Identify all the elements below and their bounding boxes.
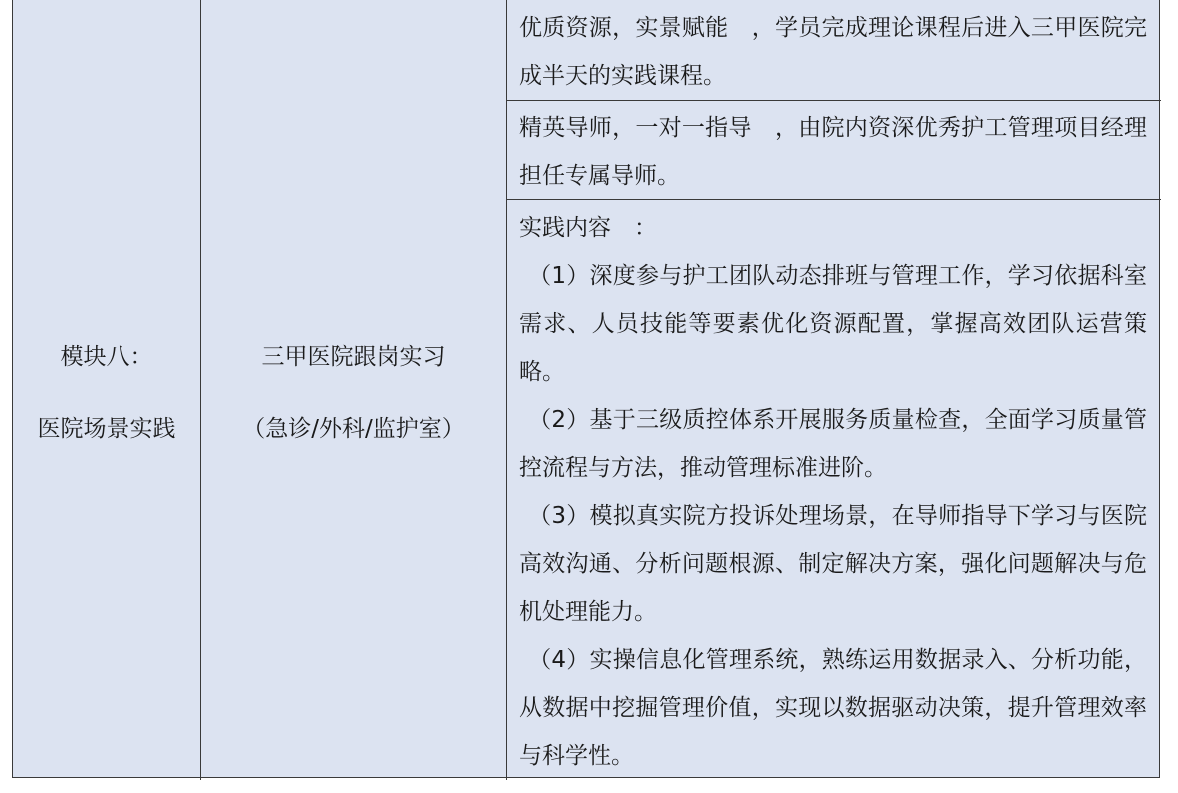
- mentor-description: 精英导师，一对一指导 ，由院内资深优秀护工管理项目经理担任专属导师。: [507, 101, 1161, 200]
- practice-item: （1）深度参与护工团队动态排班与管理工作，学习依据科室需求、人员技能等要素优化资源配置，掌握高效团队运营策略。: [519, 263, 1147, 385]
- module-number: 模块八：: [60, 343, 153, 370]
- description-column: [507, 0, 1161, 780]
- practice-item: （2）基于三级质控体系开展服务质量检查，全面学习质量管控流程与方法，推动管理标准进阶。: [519, 407, 1147, 481]
- course-departments: （急诊/外科/监护室）: [242, 415, 465, 442]
- module-title: 医院场景实践: [37, 415, 176, 442]
- course-cell: [201, 0, 507, 780]
- practice-title: 实践内容 ：: [519, 215, 657, 241]
- practice-content: [507, 200, 1161, 780]
- curriculum-table: [12, 0, 1160, 778]
- practice-item: （4）实操信息化管理系统，熟练运用数据录入、分析功能，从数据中挖掘管理价值，实现以数据驱动决策，提升管理效率与科学性。: [519, 647, 1147, 769]
- module-cell: [13, 0, 201, 780]
- course-title: 三甲医院跟岗实习: [261, 343, 446, 370]
- resource-description: 优质资源，实景赋能 ，学员完成理论课程后进入三甲医院完成半天的实践课程。: [507, 0, 1161, 101]
- practice-item: （3）模拟真实院方投诉处理场景，在导师指导下学习与医院高效沟通、分析问题根源、制定解决方案，强化问题解决与危机处理能力。: [519, 503, 1147, 625]
